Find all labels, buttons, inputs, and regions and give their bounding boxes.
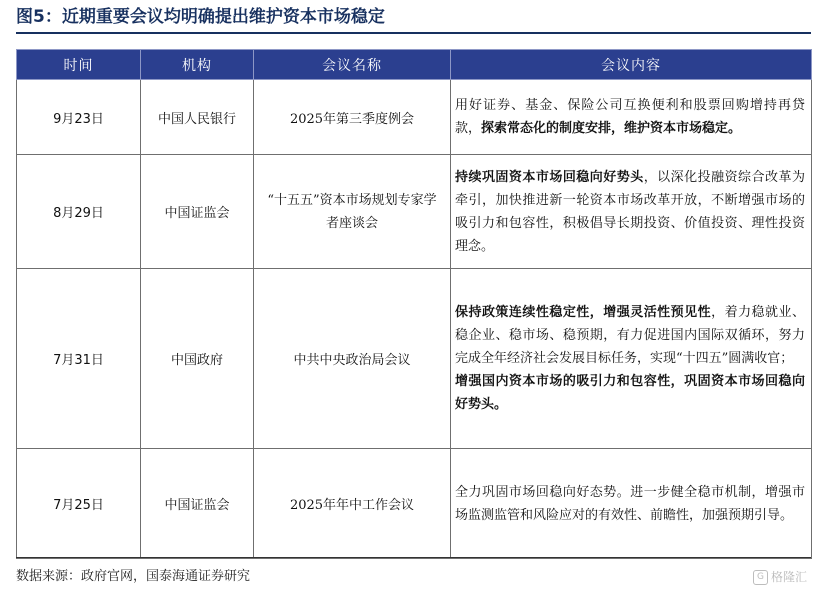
watermark bbox=[753, 565, 807, 589]
column-header-meeting: 会议名称 bbox=[254, 50, 451, 80]
watermark-text: 格隆汇 bbox=[770, 570, 807, 584]
table-header-row bbox=[17, 50, 812, 80]
meetings-table bbox=[16, 49, 812, 559]
table-row bbox=[17, 80, 812, 155]
content-text: 全力巩固市场回稳向好态势。进一步健全稳市机制，增强市场监测监管和风险应对的有效性、前瞻性，加强预期引导。 bbox=[455, 484, 805, 523]
content-text: ，以深化投融资综合改革为牵引，加快推进新一轮资本市场改革开放，不断增强市场的吸引力和包容性，积极倡导长期投资、价值投资、理性投资理念。 bbox=[455, 169, 805, 254]
column-header-org: 机构 bbox=[141, 50, 254, 80]
meeting-cell: “十五五”资本市场规划专家学者座谈会 bbox=[254, 155, 451, 269]
content-text-bold: 探索常态化的制度安排，维护资本市场稳定。 bbox=[481, 121, 742, 136]
footer-divider bbox=[16, 557, 811, 558]
title-divider bbox=[16, 32, 811, 34]
org-cell: 中国政府 bbox=[141, 269, 254, 449]
figure-title: 图5：近期重要会议均明确提出维护资本市场稳定 bbox=[16, 7, 385, 27]
org-cell: 中国证监会 bbox=[141, 449, 254, 559]
date-cell: 8月29日 bbox=[17, 155, 141, 269]
content-text-bold: 保持政策连续性稳定性，增强灵活性预见性 bbox=[455, 305, 712, 320]
content-text-bold: 增强国内资本市场的吸引力和包容性，巩固资本市场回稳向好势头。 bbox=[455, 374, 805, 412]
date-cell: 7月31日 bbox=[17, 269, 141, 449]
date-cell: 7月25日 bbox=[17, 449, 141, 559]
gelonghui-logo-icon: G bbox=[753, 570, 768, 585]
org-cell: 中国证监会 bbox=[141, 155, 254, 269]
meeting-cell: 中共中央政治局会议 bbox=[254, 269, 451, 449]
source-note: 数据来源：政府官网，国泰海通证券研究 bbox=[16, 569, 251, 584]
date-cell: 9月23日 bbox=[17, 80, 141, 155]
content-cell bbox=[451, 449, 812, 559]
content-text: ，着力稳就业、稳企业、稳市场、稳预期，有力促进国内国际双循环，努力完成全年经济社会发展目标任务，实现“十四五”圆满收官； bbox=[455, 305, 805, 366]
table-row bbox=[17, 269, 812, 449]
content-text: 用好证券、基金、保险公司互换便利和股票回购增持再贷款， bbox=[455, 98, 805, 136]
content-cell bbox=[451, 155, 812, 269]
meeting-cell: 2025年年中工作会议 bbox=[254, 449, 451, 559]
content-cell bbox=[451, 80, 812, 155]
org-cell: 中国人民银行 bbox=[141, 80, 254, 155]
column-header-time: 时间 bbox=[17, 50, 141, 80]
content-cell bbox=[451, 269, 812, 449]
table-row bbox=[17, 449, 812, 559]
table-row bbox=[17, 155, 812, 269]
column-header-content: 会议内容 bbox=[451, 50, 812, 80]
meeting-cell: 2025年第三季度例会 bbox=[254, 80, 451, 155]
content-text-bold: 持续巩固资本市场回稳向好势头 bbox=[455, 169, 644, 185]
